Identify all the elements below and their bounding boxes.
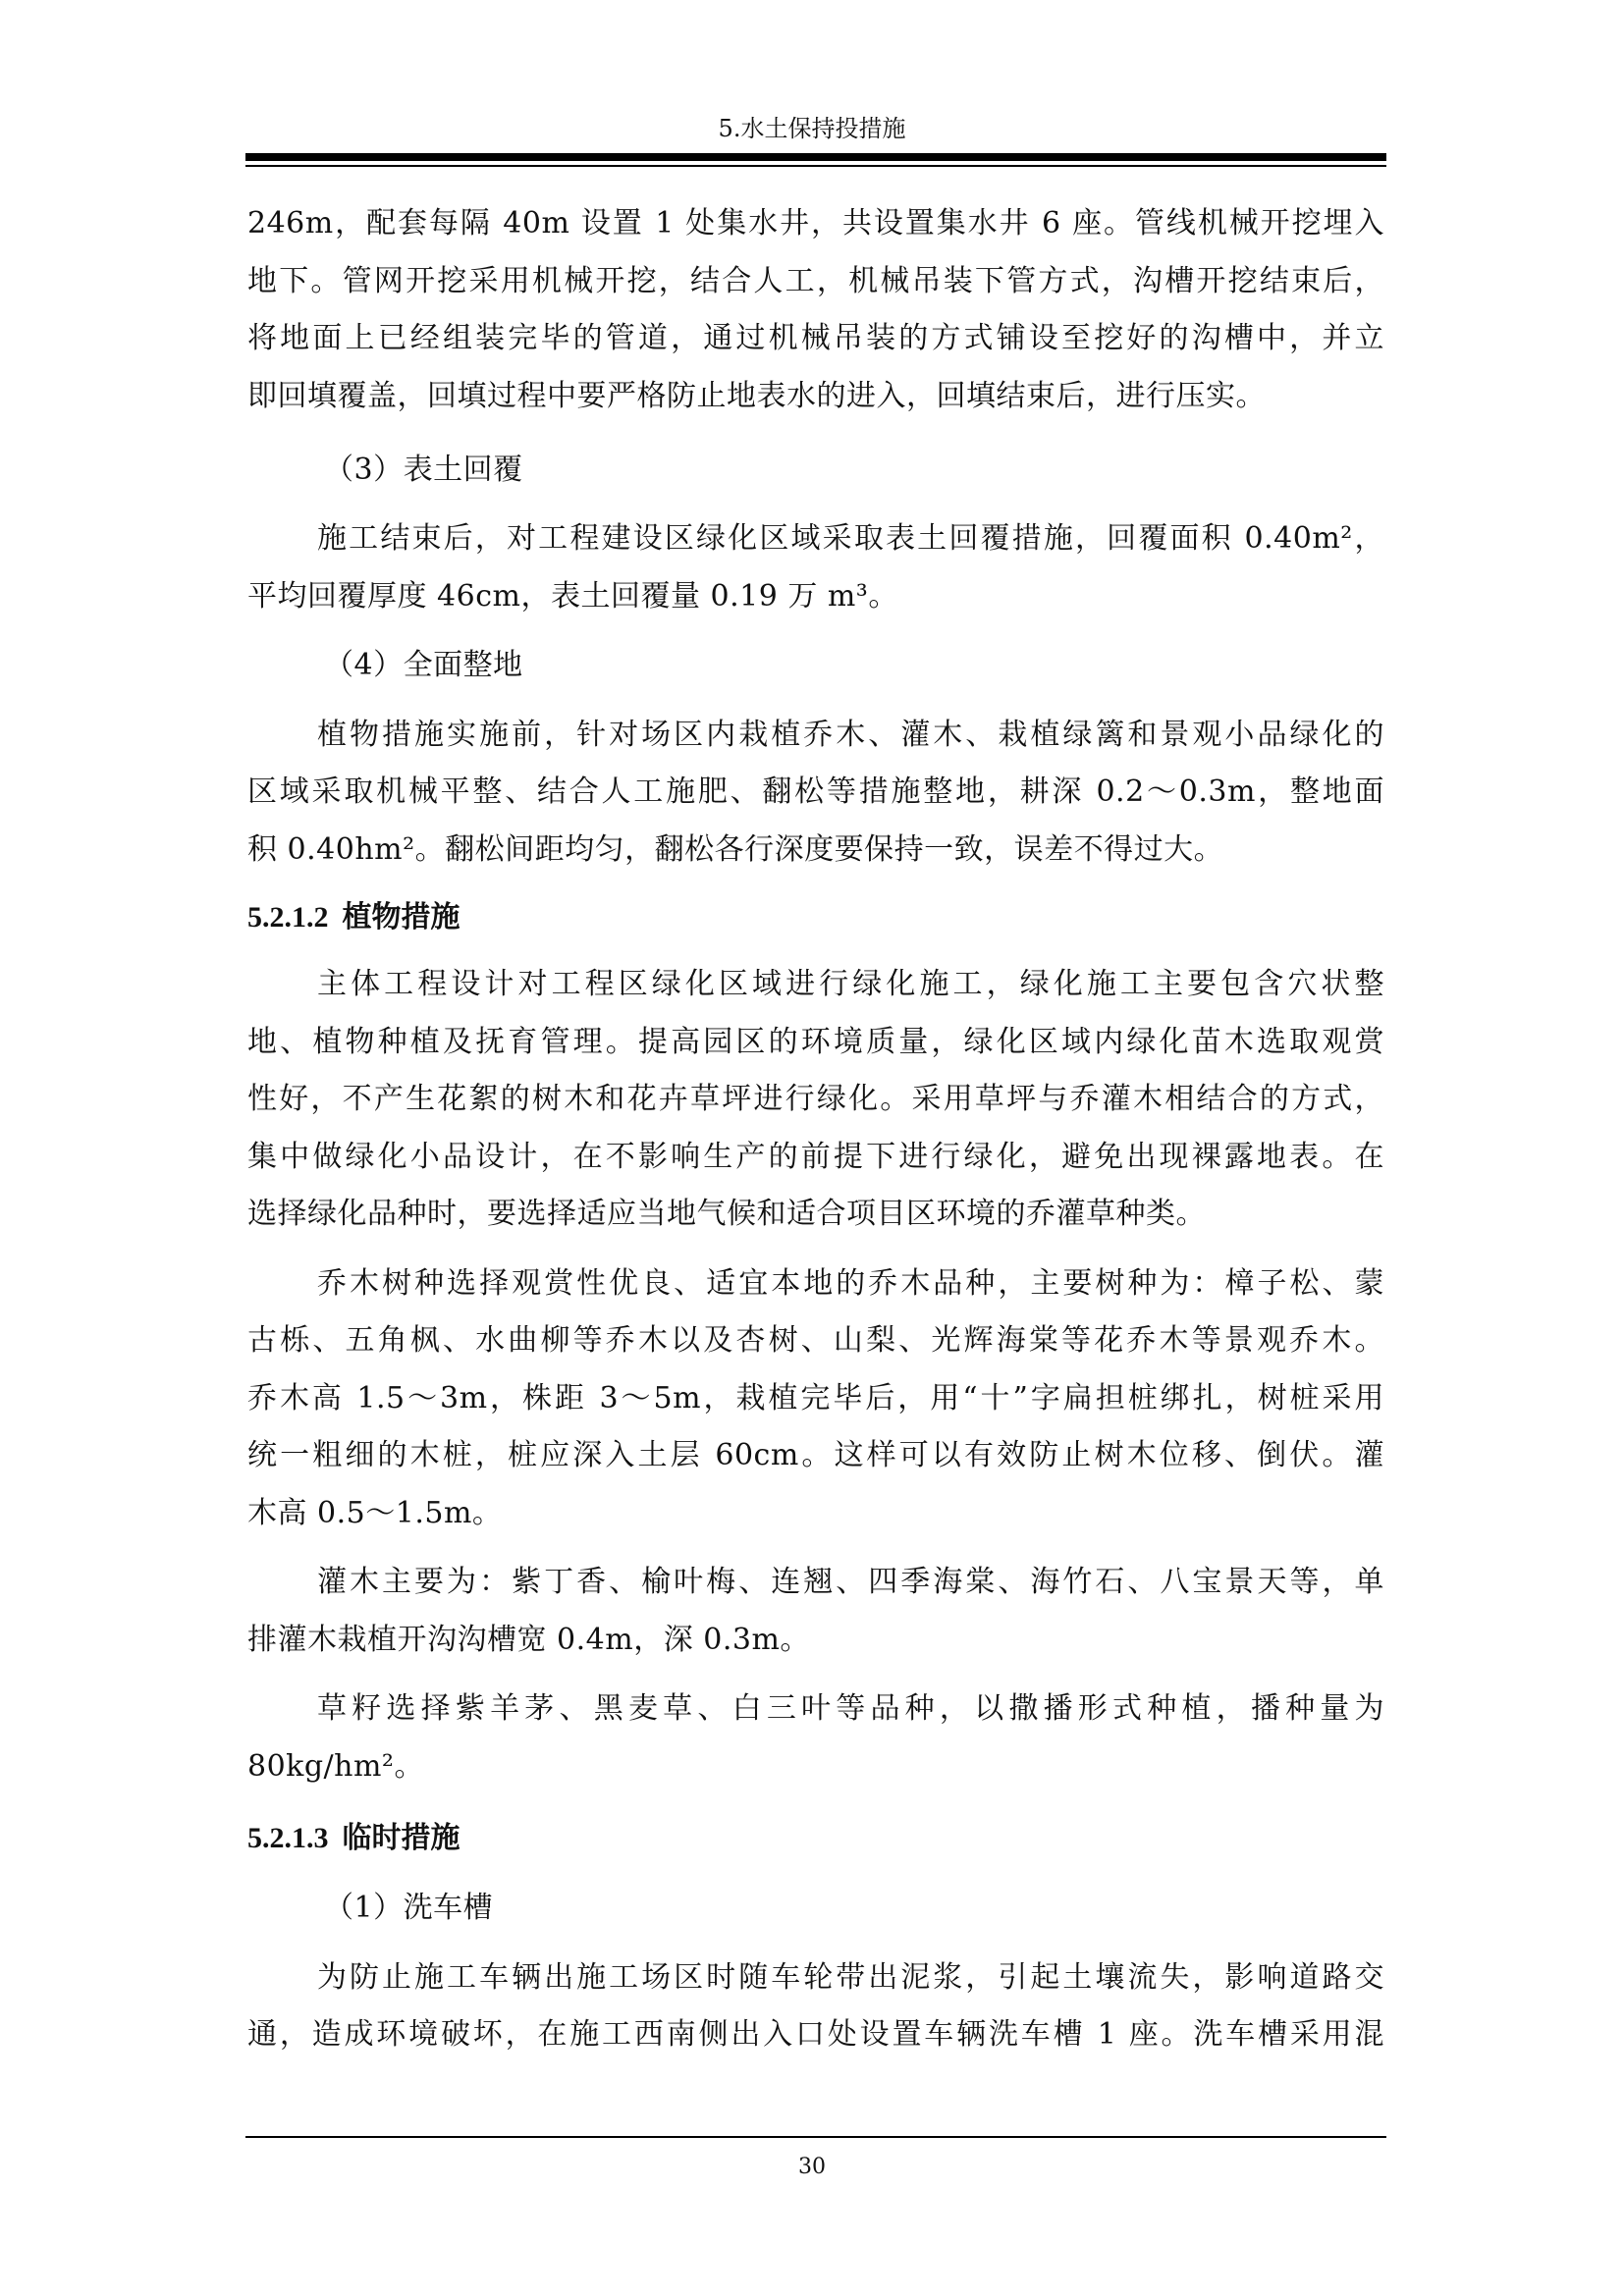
text-line: 地、植物种植及抚育管理。提高园区的环境质量，绿化区域内绿化苗木选取观赏 [247, 1025, 1384, 1059]
text-line: 区域采取机械平整、结合人工施肥、翻松等措施整地，耕深 0.2～0.3m，整地面 [247, 774, 1384, 809]
text-line: 统一粗细的木桩，桩应深入土层 60cm。这样可以有效防止树木位移、倒伏。灌 [247, 1438, 1384, 1472]
footer-rule [245, 2136, 1386, 2138]
text-line: 木高 0.5～1.5m。 [247, 1496, 503, 1530]
text-line: 排灌木栽植开沟沟槽宽 0.4m，深 0.3m。 [247, 1623, 810, 1657]
text-line: 集中做绿化小品设计，在不影响生产的前提下进行绿化，避免出现裸露地表。在 [247, 1140, 1384, 1174]
text-line: 性好，不产生花絮的树木和花卉草坪进行绿化。采用草坪与乔灌木相结合的方式， [247, 1082, 1384, 1116]
section-number: 5.2.1.2 [247, 901, 329, 934]
section-number: 5.2.1.3 [247, 1822, 329, 1854]
section-title: 临时措施 [342, 1821, 460, 1855]
text-line: 即回填覆盖，回填过程中要严格防止地表水的进入，回填结束后，进行压实。 [247, 379, 1266, 413]
running-header: 5.水土保持投措施 [718, 115, 906, 142]
text-line: 平均回覆厚度 46cm，表土回覆量 0.19 万 m³。 [247, 579, 898, 614]
text-line: 灌木主要为：紫丁香、榆叶梅、连翘、四季海棠、海竹石、八宝景天等，单 [317, 1565, 1384, 1599]
text-line: 施工结束后，对工程建设区绿化区域采取表土回覆措施，回覆面积 0.40m²， [317, 521, 1384, 556]
text-line: 乔木高 1.5～3m，株距 3～5m，栽植完毕后，用“十”字扁担桩绑扎，树桩采用 [247, 1381, 1384, 1415]
subheading: （1）洗车槽 [324, 1891, 494, 1925]
text-line: 地下。管网开挖采用机械开挖，结合人工，机械吊装下管方式，沟槽开挖结束后， [247, 264, 1384, 298]
text-line: 植物措施实施前，针对场区内栽植乔木、灌木、栽植绿篱和景观小品绿化的 [317, 718, 1384, 752]
section-title: 植物措施 [342, 900, 460, 934]
text-line: 选择绿化品种时，要选择适应当地气候和适合项目区环境的乔灌草种类。 [247, 1197, 1206, 1231]
text-line: 草籽选择紫羊茅、黑麦草、白三叶等品种，以撒播形式种植，播种量为 [317, 1691, 1384, 1726]
subheading: （4）全面整地 [324, 648, 523, 682]
section-heading [247, 1819, 460, 1858]
text-line: 将地面上已经组装完毕的管道，通过机械吊装的方式铺设至挖好的沟槽中，并立 [247, 321, 1384, 355]
subheading: （3）表土回覆 [324, 453, 523, 487]
text-line: 积 0.40hm²。翻松间距均匀，翻松各行深度要保持一致，误差不得过大。 [247, 832, 1224, 867]
text-line: 通，造成环境破坏，在施工西南侧出入口处设置车辆洗车槽 1 座。洗车槽采用混 [247, 2017, 1384, 2052]
header-rule-thin [245, 165, 1386, 167]
section-heading [247, 898, 460, 937]
text-line: 246m，配套每隔 40m 设置 1 处集水井，共设置集水井 6 座。管线机械开挖埋入 [247, 206, 1384, 240]
text-line: 主体工程设计对工程区绿化区域进行绿化施工，绿化施工主要包含穴状整 [317, 967, 1384, 1001]
header-rule-thick [245, 153, 1386, 161]
page-number: 30 [798, 2155, 826, 2179]
text-line: 乔木树种选择观赏性优良、适宜本地的乔木品种，主要树种为：樟子松、蒙 [317, 1266, 1384, 1301]
text-line: 古栎、五角枫、水曲柳等乔木以及杏树、山梨、光辉海棠等花乔木等景观乔木。 [247, 1323, 1384, 1358]
text-line: 为防止施工车辆出施工场区时随车轮带出泥浆，引起土壤流失，影响道路交 [317, 1960, 1384, 1995]
text-line: 80kg/hm²。 [247, 1749, 424, 1784]
